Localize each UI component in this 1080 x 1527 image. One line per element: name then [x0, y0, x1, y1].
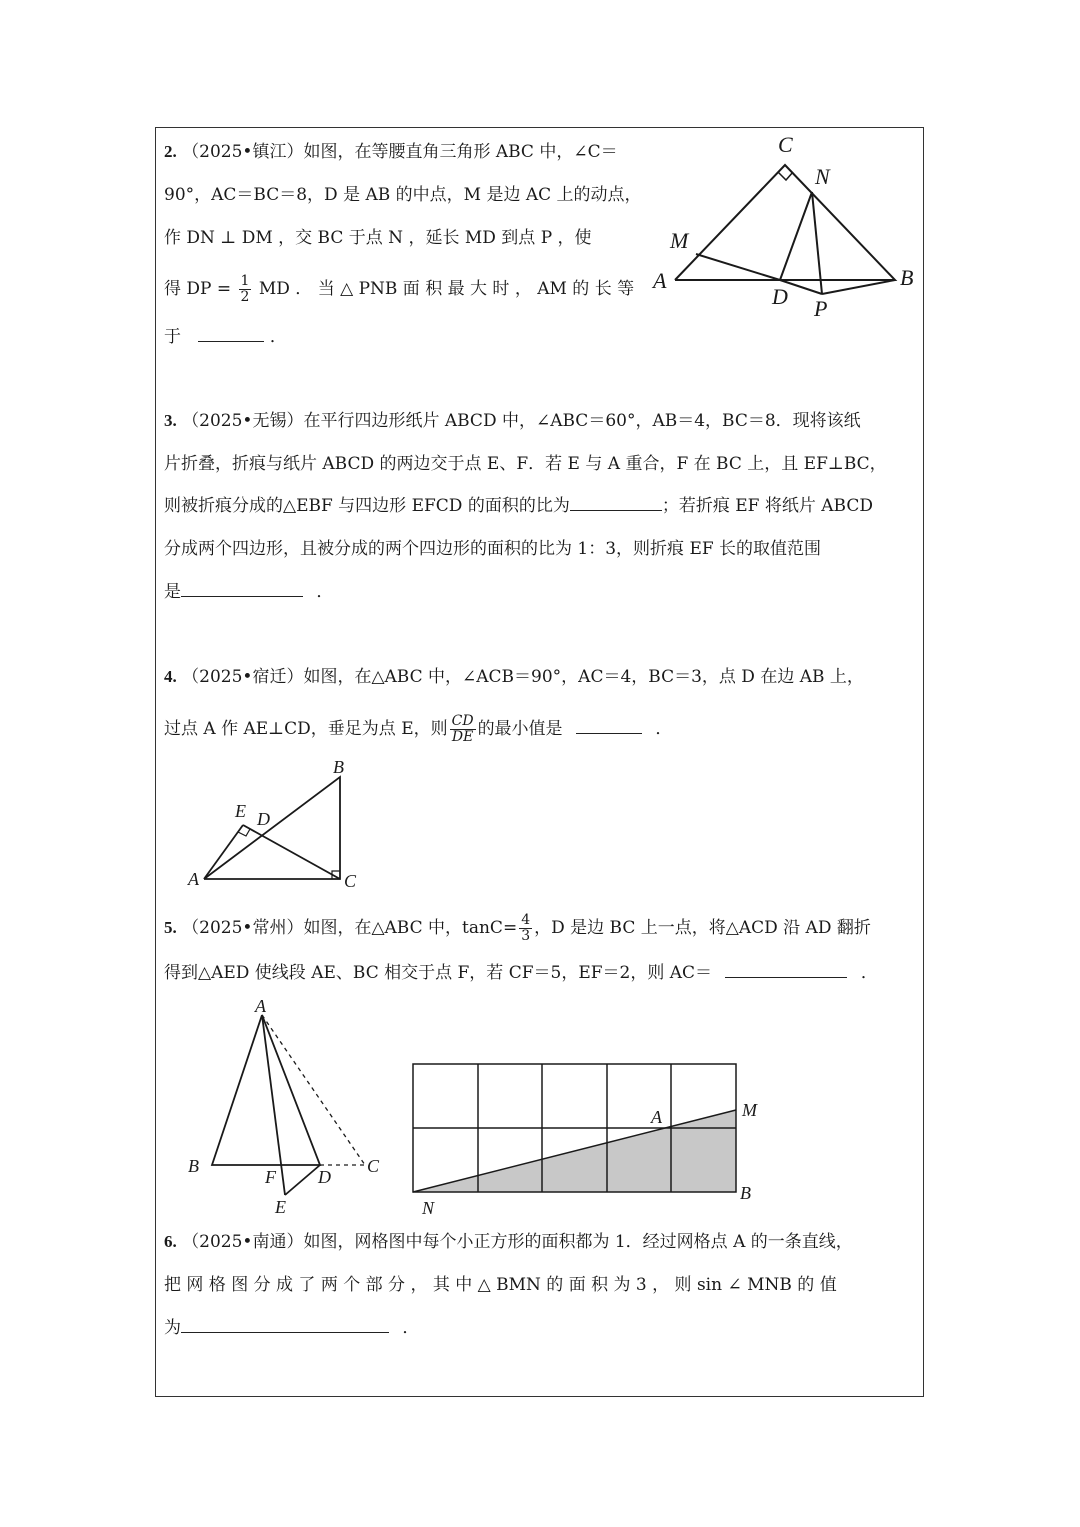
- q4-figure: [185, 757, 365, 892]
- q3-line-4: 分成两个四边形，且被分成的两个四边形的面积的比为 1：3，则折痕 EF 长的取值范围: [164, 539, 822, 559]
- q6-label-n: N: [422, 1198, 435, 1218]
- q2-label-p: P: [814, 296, 828, 321]
- q2-text-4b: MD ． 当 △ PNB 面 积 最 大 时 ， AM 的 长 等: [258, 279, 635, 299]
- q2-text-1: （2025•镇江）如图，在等腰直角三角形 ABC 中，∠C＝: [182, 142, 618, 162]
- q2-label-n: N: [815, 164, 830, 189]
- q2-line-5: 于 ．: [164, 327, 287, 347]
- q2-label-m: M: [670, 228, 689, 253]
- q3-line-5: 是 ．: [164, 582, 334, 602]
- q5-label-d: D: [318, 1167, 331, 1187]
- q5-figure: [185, 995, 390, 1217]
- q6-label-b: B: [740, 1183, 751, 1203]
- q2-line-4: [164, 274, 634, 305]
- q6-label-a: A: [651, 1107, 662, 1127]
- q6-text-1: （2025•南通）如图，网格图中每个小正方形的面积都为 1．经过网格点 A 的一条直线，: [182, 1232, 853, 1252]
- q2-figure: [650, 130, 920, 325]
- q4-fraction: $\frac{CD}{DE}$: [451, 713, 474, 745]
- q2-fraction: $\frac{1}{2}$: [240, 273, 250, 305]
- q4-label-b: B: [333, 757, 344, 777]
- q5-label-a: A: [255, 996, 266, 1016]
- q2-number: 2.: [164, 142, 177, 161]
- q5-answer-blank[interactable]: [725, 962, 847, 978]
- q2-line-3: 作 DN ⊥ DM ，交 BC 于点 N ，延长 MD 到点 P ，使: [164, 228, 592, 248]
- q6-label-m: M: [742, 1100, 757, 1120]
- q4-number: 4.: [164, 667, 177, 686]
- q5-number: 5.: [164, 918, 177, 937]
- q3-answer-blank-2[interactable]: [181, 581, 303, 597]
- q3-line-2: 片折叠，折痕与纸片 ABCD 的两边交于点 E、F．若 E 与 A 重合，F 在 BC 上，且 EF⊥BC，: [164, 454, 887, 474]
- q2-answer-blank[interactable]: [198, 326, 264, 342]
- q5-line-2: 得到△AED 使线段 AE、BC 相交于点 F，若 CF＝5，EF＝2，则 AC＝ ．: [164, 963, 878, 983]
- q2-label-a: A: [653, 268, 667, 293]
- q3-text-1: （2025•无锡）在平行四边形纸片 ABCD 中，∠ABC＝60°，AB＝4，BC＝8．现将该纸: [182, 411, 861, 431]
- q5-label-f: F: [265, 1167, 276, 1187]
- q6-answer-blank[interactable]: [181, 1317, 389, 1333]
- q6-figure: [410, 1060, 775, 1220]
- q4-label-e: E: [235, 801, 246, 821]
- q2-line-1: [164, 140, 618, 164]
- q2-text-4a: 得 DP =: [164, 279, 232, 299]
- q3-line-1: [164, 409, 861, 433]
- q3-answer-blank-1[interactable]: [570, 495, 662, 511]
- q2-label-d: D: [772, 284, 788, 309]
- q6-line-2: 把 网 格 图 分 成 了 两 个 部 分 ， 其 中 △ BMN 的 面 积 为 3 ， 则 sin ∠ MNB 的 值: [164, 1275, 837, 1295]
- q4-line-2: 过点 A 作 AE⊥CD，垂足为点 E，则 $\frac{CD}{DE}$ 的最小值是 ．: [164, 713, 673, 745]
- q5-label-b: B: [188, 1156, 199, 1176]
- q2-line-2: 90°，AC＝BC＝8，D 是 AB 的中点，M 是边 AC 上的动点，: [164, 185, 642, 205]
- q2-label-b: B: [900, 265, 914, 290]
- q4-label-a: A: [188, 869, 199, 889]
- q4-answer-blank[interactable]: [576, 718, 642, 734]
- q4-label-d: D: [257, 809, 270, 829]
- q4-text-1: （2025•宿迁）如图，在△ABC 中，∠ACB＝90°，AC＝4，BC＝3，点 D 在边 AB 上，: [182, 667, 864, 687]
- q5-label-e: E: [275, 1197, 286, 1217]
- q5-label-c: C: [367, 1156, 380, 1176]
- q3-number: 3.: [164, 411, 177, 430]
- q6-line-3: 为 ．: [164, 1318, 420, 1338]
- q5-fraction: $\frac{4}{3}$: [521, 912, 531, 944]
- q5-line-1: 5. （2025•常州）如图，在△ABC 中，tanC= $\frac{4}{3}$ ，D 是边 BC 上一点，将△ACD 沿 AD 翻折: [164, 912, 871, 944]
- q3-line-3: 则被折痕分成的△EBF 与四边形 EFCD 的面积的比为 ；若折痕 EF 将纸片 ABCD: [164, 496, 873, 516]
- q6-number: 6.: [164, 1232, 177, 1251]
- q4-label-c: C: [344, 871, 357, 891]
- q6-line-1: [164, 1230, 853, 1254]
- q2-label-c: C: [778, 132, 793, 157]
- q4-line-1: [164, 665, 864, 689]
